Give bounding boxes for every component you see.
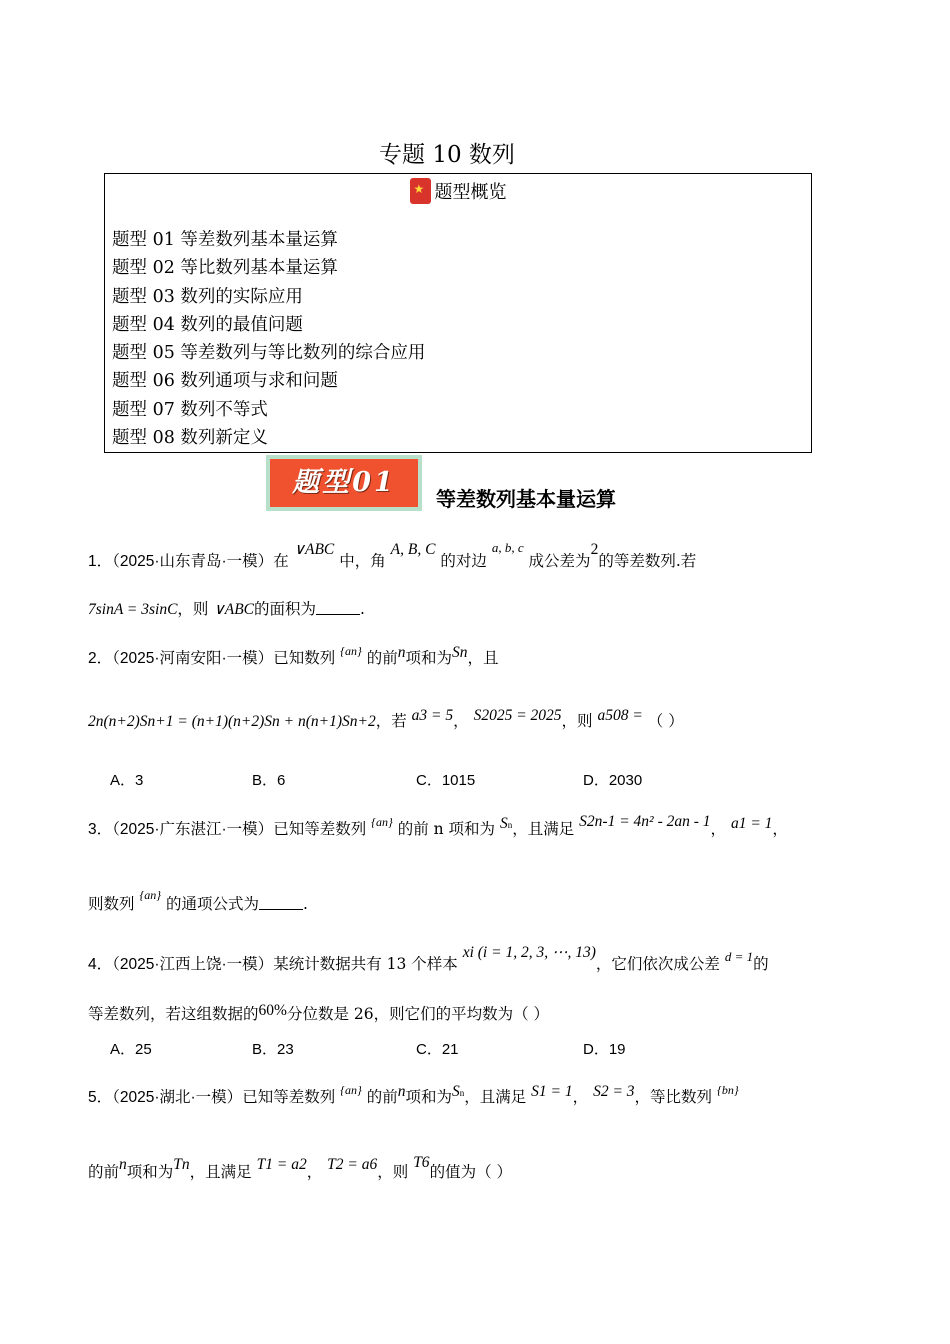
text: ，且满足 — [512, 820, 575, 838]
math-seq: {an} — [340, 644, 362, 658]
text: 的面积为 — [254, 600, 317, 618]
option-a[interactable]: A．3 — [110, 772, 144, 789]
question-number: 3． — [88, 821, 113, 838]
text: （ ） — [647, 712, 684, 730]
text: 项和为 — [126, 1163, 174, 1181]
math-a508: a508 = — [597, 707, 643, 724]
math-t6: T6 — [413, 1154, 430, 1171]
text: 的前 — [366, 1088, 398, 1106]
overview-item: 题型 03 数列的实际应用 — [112, 286, 303, 307]
question-1-line-1 — [88, 540, 697, 571]
question-1-line-2 — [88, 597, 365, 619]
math-bn-text: bn — [721, 1083, 734, 1097]
answer-blank — [259, 897, 303, 910]
math-seq: {an} — [139, 888, 162, 902]
overview-item: 题型 07 数列不等式 — [112, 399, 268, 420]
question-source: （2025·广东湛江·一模） — [112, 821, 274, 838]
math-sn: Sn — [451, 1083, 465, 1100]
math-equation: 2n(n+2)Sn+1 = (n+1)(n+2)Sn + n(n+1)Sn+2 — [88, 713, 376, 730]
question-4-line-1 — [88, 944, 769, 974]
text: 则数列 — [88, 895, 135, 913]
option-d[interactable]: D．2030 — [583, 772, 643, 789]
math-t1: T1 = a2 — [256, 1156, 307, 1173]
question-source: （2025·江西上饶·一模） — [112, 956, 274, 973]
question-2-line-2: 2n(n+2)Sn+1 = (n+1)(n+2)Sn + n(n+1)Sn+2，若 a3 = 5， S2025 = 2025，则 a508 = （ ） — [88, 707, 684, 730]
text: 的前 n 项和为 — [397, 820, 496, 838]
question-number: 2． — [88, 650, 113, 667]
text: ，则 — [177, 600, 209, 618]
question-5-line-2: 的前n项和为Tn，且满足 T1 = a2， T2 = a6，则 T6的值为（ ） — [88, 1154, 512, 1181]
math-sn: Sn — [499, 815, 513, 832]
question-source: （2025·湖北·一模） — [112, 1089, 243, 1106]
text: ，且满足 — [464, 1088, 527, 1106]
math-triangle: ∨ABC — [213, 601, 254, 618]
text: ，则 — [377, 1163, 409, 1181]
overview-item: 题型 08 数列新定义 — [112, 428, 268, 449]
overview-box — [104, 173, 812, 453]
overview-item: 题型 06 数列通项与求和问题 — [112, 371, 338, 392]
section-badge: 题型01 — [266, 455, 422, 511]
overview-item: 题型 05 等差数列与等比数列的综合应用 — [112, 343, 426, 364]
math-n: n — [397, 644, 406, 661]
question-number: 5． — [88, 1089, 113, 1106]
math-t2: T2 = a6 — [327, 1156, 378, 1173]
option-a[interactable]: A．25 — [110, 1041, 152, 1058]
math-equation: S2n-1 = 4n² - 2an - 1 — [579, 813, 711, 830]
text: 已知等差数列 — [242, 1088, 336, 1106]
math-tn: Tn — [173, 1156, 190, 1173]
option-b[interactable]: B．23 — [252, 1041, 294, 1058]
book-icon — [410, 178, 431, 204]
text: . — [360, 600, 365, 618]
math-a3: a3 = 5 — [411, 707, 454, 724]
math-n: n — [397, 1083, 406, 1100]
overview-heading-text: 题型概览 — [434, 182, 507, 203]
math-d: 2 — [590, 541, 599, 558]
math-seq: {an} — [340, 1083, 362, 1097]
math-n: n — [119, 1156, 127, 1173]
text: 在 — [273, 552, 289, 570]
text: ，它们依次成公差 — [595, 955, 720, 973]
text: 某统计数据共有 13 个样本 — [273, 955, 458, 973]
question-4-line-2 — [88, 1002, 549, 1024]
question-3-line-2 — [88, 888, 308, 914]
text: 的等差数列.若 — [598, 552, 697, 570]
text: ，等比数列 — [634, 1088, 713, 1106]
math-seq-b: {bn} — [717, 1083, 739, 1097]
math-equation: 7sinA = 3sinC — [88, 601, 178, 618]
text: 的值为（ ） — [429, 1163, 512, 1181]
math-xi: xi (i = 1, 2, 3, ⋯, 13) — [462, 944, 596, 961]
text: 项和为 — [405, 649, 452, 667]
text: 的通项公式为 — [166, 895, 260, 913]
answer-blank — [316, 602, 360, 615]
question-source: （2025·河南安阳·一模） — [112, 650, 274, 667]
question-3-line-1: 3．（2025·广东湛江·一模）已知等差数列 $^{\{an\}}$ 的前 n 项和为 Sn，且满足 S2n-1 = 4n² - 2an - 1， a1 = 1， — [88, 813, 788, 838]
text: ，且满足 — [189, 1163, 252, 1181]
math-percent: 60% — [258, 1002, 287, 1019]
text: 已知等差数列 — [273, 820, 367, 838]
text: ，若 — [375, 712, 407, 730]
section-title: 等差数列基本量运算 — [436, 487, 616, 511]
text: 中，角 — [339, 552, 386, 570]
text: 的前 — [366, 649, 398, 667]
text: 已知数列 — [273, 649, 336, 667]
math-s1: S1 = 1 — [531, 1083, 573, 1100]
text: ，且 — [467, 649, 499, 667]
question-source: （2025·山东青岛·一模） — [112, 553, 274, 570]
page-title: 专题 10 数列 — [379, 142, 515, 168]
overview-item: 题型 01 等差数列基本量运算 — [112, 230, 338, 250]
question-2-line-1 — [88, 646, 499, 668]
math-sides: a, b, c — [491, 540, 524, 555]
math-triangle: ∨ABC — [293, 541, 335, 558]
text: 的前 — [88, 1163, 120, 1181]
math-sn: Sn — [451, 644, 468, 661]
text: 成公差为 — [528, 552, 591, 570]
text: . — [303, 895, 308, 913]
option-c[interactable]: C．21 — [416, 1041, 459, 1058]
option-d[interactable]: D．19 — [583, 1041, 626, 1058]
text: 的对边 — [440, 552, 487, 570]
math-d: d = 1 — [724, 949, 754, 964]
option-c[interactable]: C．1015 — [416, 772, 476, 789]
math-angles: A, B, C — [390, 541, 436, 558]
text: 项和为 — [405, 1088, 452, 1106]
option-b[interactable]: B．6 — [252, 772, 286, 789]
math-seq: {an} — [371, 815, 393, 829]
question-number: 4． — [88, 956, 113, 973]
overview-item: 题型 02 等比数列基本量运算 — [112, 258, 338, 279]
math-a1: a1 = 1 — [730, 815, 773, 832]
math-s2: S2 = 3 — [593, 1083, 635, 1100]
text: 的 — [753, 955, 769, 973]
text: 等差数列，若这组数据的 — [88, 1005, 259, 1023]
math-seq-text: an — [344, 644, 357, 658]
overview-list — [112, 226, 425, 452]
overview-heading — [105, 178, 811, 204]
question-number: 1． — [88, 553, 113, 570]
math-s2025: S2025 = 2025 — [473, 707, 562, 724]
overview-item: 题型 04 数列的最值问题 — [112, 314, 303, 335]
text: 分位数是 26，则它们的平均数为（ ） — [286, 1005, 550, 1023]
text: ，则 — [561, 712, 593, 730]
question-5-line-1: 5．（2025·湖北·一模）已知等差数列 $^{\{an\}}$ 的前n项和为Sn，且满足 S1 = 1， S2 = 3，等比数列 $^{\{bn\}}$ — [88, 1083, 739, 1106]
